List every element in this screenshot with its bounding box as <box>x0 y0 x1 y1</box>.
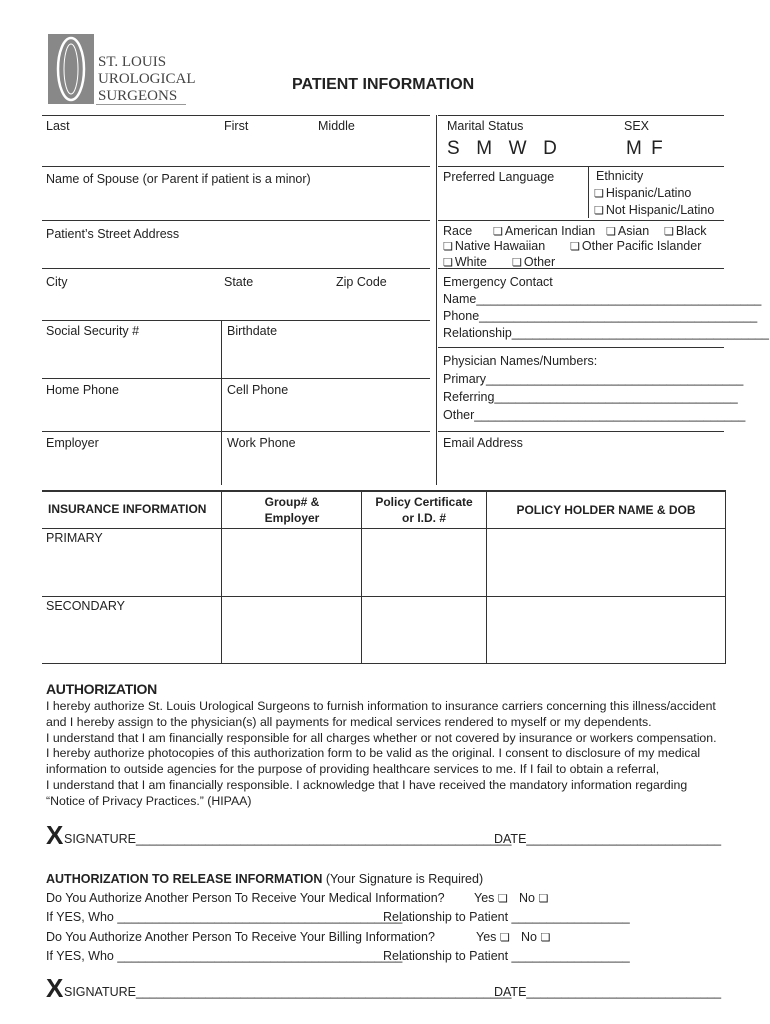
ethnicity-label: Ethnicity <box>596 169 644 183</box>
billing-relationship-field[interactable]: Relationship to Patient _________________ <box>383 949 630 963</box>
first-name-label: First <box>224 119 249 133</box>
checkbox-icon: ❏ <box>594 188 604 200</box>
logo-line1: ST. LOUIS <box>98 54 167 70</box>
race-label: Race <box>443 224 473 238</box>
checkbox-icon: ❏ <box>499 932 510 944</box>
checkbox-icon: ❏ <box>606 226 616 238</box>
policy-holder-header: POLICY HOLDER NAME & DOB <box>516 503 696 517</box>
checkbox-icon: ❏ <box>594 205 604 217</box>
ssn-label: Social Security # <box>46 324 140 338</box>
hispanic-option[interactable] <box>594 186 691 200</box>
not-hispanic-option[interactable] <box>594 203 714 217</box>
page-title: PATIENT INFORMATION <box>292 76 475 93</box>
divider <box>221 320 222 485</box>
sex-options[interactable]: M F <box>626 138 665 159</box>
street-address-label: Patient’s Street Address <box>46 227 180 241</box>
emergency-contact-label: Emergency Contact <box>443 275 553 289</box>
divider <box>42 663 726 664</box>
native-hawaiian-option[interactable] <box>443 239 545 253</box>
signature-x-mark: X <box>46 820 64 850</box>
divider <box>42 431 430 432</box>
cell-phone-label: Cell Phone <box>227 383 289 397</box>
authorization-line: “Notice of Privacy Practices.” (HIPAA) <box>46 793 252 808</box>
checkbox-icon: ❏ <box>664 226 674 238</box>
divider <box>42 115 430 116</box>
medical-yes-option[interactable] <box>474 891 510 905</box>
release-date-field[interactable]: DATE____________________________ <box>494 985 722 999</box>
divider <box>42 528 726 529</box>
white-label: White <box>454 255 487 269</box>
black-label: Black <box>675 224 707 238</box>
ec-name-field[interactable]: Name_________________________________________ <box>443 292 762 306</box>
authorization-line: and I hereby assign to the physician(s) all payments for medical services rendered to myself or my dependents. <box>46 714 652 729</box>
checkbox-icon: ❏ <box>512 257 522 269</box>
medical-who-field[interactable]: If YES, Who _________________________________________ <box>46 910 403 924</box>
email-label: Email Address <box>443 436 523 450</box>
black-option[interactable] <box>664 224 706 238</box>
checkbox-icon: ❏ <box>493 226 503 238</box>
divider <box>588 166 589 218</box>
preferred-language-label: Preferred Language <box>443 170 555 184</box>
divider <box>725 490 726 664</box>
authorization-line: I understand that I am financially responsible. I acknowledge that I have received the mandatory information regarding <box>46 777 688 792</box>
checkbox-icon: ❏ <box>497 893 508 905</box>
divider <box>438 166 724 167</box>
work-phone-label: Work Phone <box>227 436 296 450</box>
other-race-option[interactable] <box>512 255 555 269</box>
authorization-line: information to outside agencies for the purpose of providing healthcare services to me. If I fail to obtain a referral, <box>46 762 660 777</box>
ec-phone-field[interactable]: Phone________________________________________ <box>443 309 758 323</box>
state-label: State <box>224 275 254 289</box>
native-hawaiian-label: Native Hawaiian <box>454 239 546 253</box>
american-indian-option[interactable] <box>493 224 595 238</box>
release-heading-bold: AUTHORIZATION TO RELEASE INFORMATION <box>46 872 323 886</box>
divider <box>438 220 724 221</box>
medical-relationship-field[interactable]: Relationship to Patient _________________ <box>383 910 630 924</box>
marital-status-label: Marital Status <box>447 119 524 133</box>
date-field[interactable]: DATE____________________________ <box>494 832 722 846</box>
secondary-insurance-label: SECONDARY <box>46 599 125 613</box>
sex-label: SEX <box>624 119 650 133</box>
asian-option[interactable] <box>606 224 649 238</box>
authorization-text <box>46 699 724 810</box>
divider <box>438 347 724 348</box>
release-heading-rest: (Your Signature is Required) <box>322 872 484 886</box>
logo-line3: SURGEONS <box>98 88 178 104</box>
other-race-label: Other <box>523 255 556 269</box>
american-indian-label: American Indian <box>504 224 596 238</box>
billing-no-option[interactable] <box>521 930 552 944</box>
divider <box>42 596 726 597</box>
release-signature-field[interactable]: SIGNATURE______________________________________________________ <box>64 985 512 999</box>
yes-label: Yes <box>474 891 495 905</box>
physician-label: Physician Names/Numbers: <box>443 354 598 368</box>
authorization-heading: AUTHORIZATION <box>46 681 157 697</box>
employer-label: Employer <box>46 436 99 450</box>
divider <box>42 320 430 321</box>
yes-label: Yes <box>476 930 497 944</box>
primary-physician-field[interactable]: Primary_____________________________________ <box>443 372 744 386</box>
group-header-line1: Group# & <box>264 495 320 509</box>
logo-graphic <box>48 34 94 104</box>
divider <box>42 378 430 379</box>
checkbox-icon: ❏ <box>443 257 453 269</box>
divider <box>42 268 430 269</box>
checkbox-icon: ❏ <box>538 893 549 905</box>
no-label: No <box>521 930 537 944</box>
marital-options[interactable]: S M W D <box>447 138 559 159</box>
primary-insurance-label: PRIMARY <box>46 531 103 545</box>
logo-line2: UROLOGICAL <box>98 71 196 87</box>
checkbox-icon: ❏ <box>540 932 551 944</box>
other-physician-field[interactable]: Other_______________________________________ <box>443 408 746 422</box>
medical-question: Do You Authorize Another Person To Receive Your Medical Information? <box>46 891 445 905</box>
birthdate-label: Birthdate <box>227 324 278 338</box>
home-phone-label: Home Phone <box>46 383 119 397</box>
medical-no-option[interactable] <box>519 891 550 905</box>
authorization-line: I hereby authorize St. Louis Urological Surgeons to furnish information to insurance carriers concerning this illness/accident <box>46 699 716 713</box>
no-label: No <box>519 891 535 905</box>
referring-physician-field[interactable]: Referring___________________________________ <box>443 390 738 404</box>
billing-question: Do You Authorize Another Person To Receive Your Billing Information? <box>46 930 435 944</box>
pacific-islander-label: Other Pacific Islander <box>581 239 702 253</box>
middle-name-label: Middle <box>318 119 355 133</box>
white-option[interactable] <box>443 255 487 269</box>
zip-label: Zip Code <box>336 275 387 289</box>
not-hispanic-label: Not Hispanic/Latino <box>605 203 715 217</box>
spouse-label: Name of Spouse (or Parent if patient is a minor) <box>46 172 311 186</box>
divider <box>438 115 724 116</box>
hispanic-label: Hispanic/Latino <box>605 186 692 200</box>
checkbox-icon: ❏ <box>443 241 453 253</box>
divider <box>436 115 437 485</box>
authorization-line: I hereby authorize photocopies of this authorization form to be valid as the original. I consent to disclosure of my medical <box>46 746 701 761</box>
insurance-header: INSURANCE INFORMATION <box>48 502 207 516</box>
group-header-line2: Employer <box>264 511 320 525</box>
last-name-label: Last <box>46 119 70 133</box>
release-heading <box>46 872 483 886</box>
pacific-islander-option[interactable] <box>570 239 701 253</box>
ec-relationship-field[interactable]: Relationship_____________________________________ <box>443 326 770 340</box>
divider <box>438 431 724 432</box>
authorization-line: I understand that I am financially responsible for all charges whether or not covered by insurance or workers compensation. <box>46 730 717 745</box>
logo-underline <box>96 104 186 105</box>
divider <box>42 220 430 221</box>
policy-header-line1: Policy Certificate <box>375 495 473 509</box>
divider <box>42 166 430 167</box>
city-label: City <box>46 275 68 289</box>
signature-field[interactable]: SIGNATURE______________________________________________________ <box>64 832 512 846</box>
divider <box>42 490 726 492</box>
billing-yes-option[interactable] <box>476 930 512 944</box>
asian-label: Asian <box>617 224 650 238</box>
policy-header-line2: or I.D. # <box>401 511 446 525</box>
billing-who-field[interactable]: If YES, Who _________________________________________ <box>46 949 403 963</box>
signature-x-mark: X <box>46 973 64 1003</box>
checkbox-icon: ❏ <box>570 241 580 253</box>
